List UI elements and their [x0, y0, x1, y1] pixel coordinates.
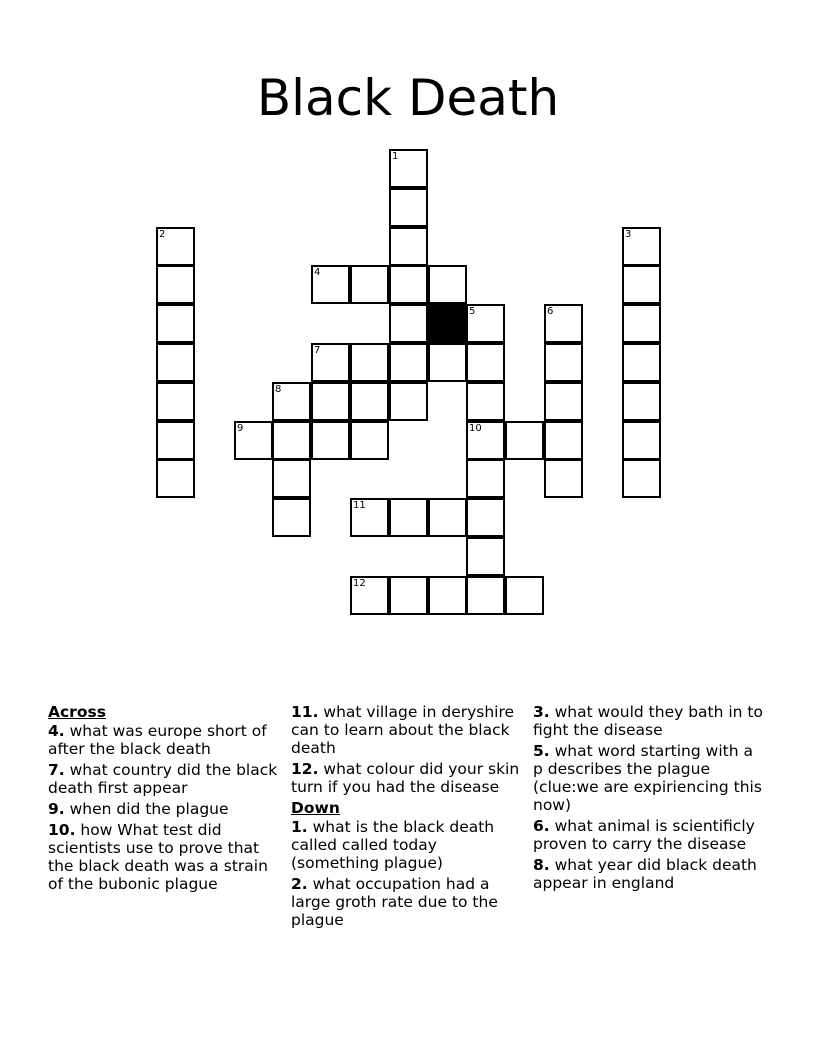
clue-column-3 [533, 703, 765, 895]
grid-cell[interactable] [622, 227, 661, 266]
grid-cell[interactable] [389, 227, 428, 266]
grid-cell[interactable] [466, 459, 505, 498]
grid-cell[interactable] [156, 459, 195, 498]
clue-number: 3 [625, 229, 632, 240]
grid-cell[interactable] [389, 576, 428, 615]
grid-cell[interactable] [428, 498, 467, 537]
clue-item [533, 742, 765, 814]
clue-number: 9 [237, 423, 244, 434]
clue-item-number: 4. [48, 722, 65, 740]
clue-item-number: 5. [533, 742, 550, 760]
clue-item-text: what occupation had a large groth rate due to the plague [291, 875, 498, 929]
clue-number: 4 [314, 267, 321, 278]
grid-cell[interactable] [156, 382, 195, 421]
grid-cell[interactable] [389, 343, 428, 382]
block-cell [428, 304, 467, 343]
clue-item-text: what was europe short of after the black death [48, 722, 267, 758]
clue-item-number: 7. [48, 761, 65, 779]
grid-cell[interactable] [466, 537, 505, 576]
clue-item [48, 722, 280, 758]
clue-number: 11 [353, 500, 366, 511]
grid-cell[interactable] [622, 421, 661, 460]
clue-item [291, 818, 523, 872]
clue-item [533, 817, 765, 853]
grid-cell[interactable] [389, 149, 428, 188]
across-header: Across [48, 703, 106, 721]
grid-cell[interactable] [272, 382, 311, 421]
grid-cell[interactable] [544, 304, 583, 343]
clue-number: 2 [159, 229, 166, 240]
clue-item-text: what would they bath in to fight the disease [533, 703, 763, 739]
grid-cell[interactable] [156, 304, 195, 343]
clue-number: 6 [547, 306, 554, 317]
clue-item-number: 11. [291, 703, 319, 721]
clue-item-text: what year did black death appear in england [533, 856, 757, 892]
grid-cell[interactable] [311, 343, 350, 382]
clue-item [48, 821, 280, 893]
grid-cell[interactable] [544, 459, 583, 498]
grid-cell[interactable] [428, 265, 467, 304]
clue-item-text: what is the black death called called today (something plague) [291, 818, 495, 872]
grid-cell[interactable] [505, 576, 544, 615]
clue-item-text: what colour did your skin turn if you had the disease [291, 760, 520, 796]
grid-cell[interactable] [505, 421, 544, 460]
grid-cell[interactable] [156, 343, 195, 382]
grid-cell[interactable] [622, 304, 661, 343]
grid-cell[interactable] [389, 498, 428, 537]
grid-cell[interactable] [389, 188, 428, 227]
clue-item [48, 800, 280, 818]
grid-cell[interactable] [622, 382, 661, 421]
grid-cell[interactable] [350, 343, 389, 382]
clue-column-1 [48, 703, 280, 896]
clue-item-text: how What test did scientists use to prove that the black death was a strain of the bubonic plague [48, 821, 268, 893]
grid-cell[interactable] [466, 421, 505, 460]
clue-item [291, 760, 523, 796]
clue-item-text: what animal is scientificly proven to carry the disease [533, 817, 755, 853]
grid-cell[interactable] [311, 421, 350, 460]
grid-cell[interactable] [466, 576, 505, 615]
clue-number: 12 [353, 578, 366, 589]
clue-item-number: 9. [48, 800, 65, 818]
clue-number: 5 [469, 306, 476, 317]
clue-column-2 [291, 703, 523, 932]
grid-cell[interactable] [428, 576, 467, 615]
grid-cell[interactable] [622, 459, 661, 498]
clue-item [291, 875, 523, 929]
grid-cell[interactable] [389, 382, 428, 421]
puzzle-title: Black Death [256, 68, 560, 127]
clue-item-text: when did the plague [64, 800, 229, 818]
grid-cell[interactable] [311, 382, 350, 421]
clue-item [48, 761, 280, 797]
clue-number: 10 [469, 423, 482, 434]
clue-item-number: 8. [533, 856, 550, 874]
grid-cell[interactable] [544, 343, 583, 382]
grid-cell[interactable] [544, 382, 583, 421]
grid-cell[interactable] [389, 304, 428, 343]
grid-cell[interactable] [350, 421, 389, 460]
grid-cell[interactable] [350, 382, 389, 421]
down-header: Down [291, 799, 340, 817]
clue-item [291, 703, 523, 757]
clue-item-number: 6. [533, 817, 550, 835]
grid-cell[interactable] [272, 498, 311, 537]
clue-item-text: what village in deryshire can to learn about the black death [291, 703, 515, 757]
clue-item-number: 3. [533, 703, 550, 721]
clue-number: 7 [314, 345, 321, 356]
grid-cell[interactable] [466, 382, 505, 421]
grid-cell[interactable] [466, 343, 505, 382]
grid-cell[interactable] [350, 576, 389, 615]
grid-cell[interactable] [544, 421, 583, 460]
clue-item-number: 1. [291, 818, 308, 836]
grid-cell[interactable] [156, 265, 195, 304]
clue-item-text: what word starting with a p describes the plague (clue:we are expiriencing this now) [533, 742, 762, 814]
grid-cell[interactable] [311, 265, 350, 304]
grid-cell[interactable] [428, 343, 467, 382]
clue-item-number: 2. [291, 875, 308, 893]
clue-number: 1 [392, 151, 399, 162]
grid-cell[interactable] [466, 304, 505, 343]
grid-cell[interactable] [350, 265, 389, 304]
grid-cell[interactable] [350, 498, 389, 537]
grid-cell[interactable] [272, 421, 311, 460]
grid-cell[interactable] [156, 421, 195, 460]
grid-cell[interactable] [466, 498, 505, 537]
clue-item-text: what country did the black death first appear [48, 761, 278, 797]
grid-cell[interactable] [156, 227, 195, 266]
grid-cell[interactable] [622, 343, 661, 382]
grid-cell[interactable] [389, 265, 428, 304]
grid-cell[interactable] [272, 459, 311, 498]
clue-number: 8 [275, 384, 282, 395]
clue-item-number: 10. [48, 821, 76, 839]
clue-item [533, 703, 765, 739]
grid-cell[interactable] [234, 421, 273, 460]
clue-item [533, 856, 765, 892]
clue-item-number: 12. [291, 760, 319, 778]
grid-cell[interactable] [622, 265, 661, 304]
